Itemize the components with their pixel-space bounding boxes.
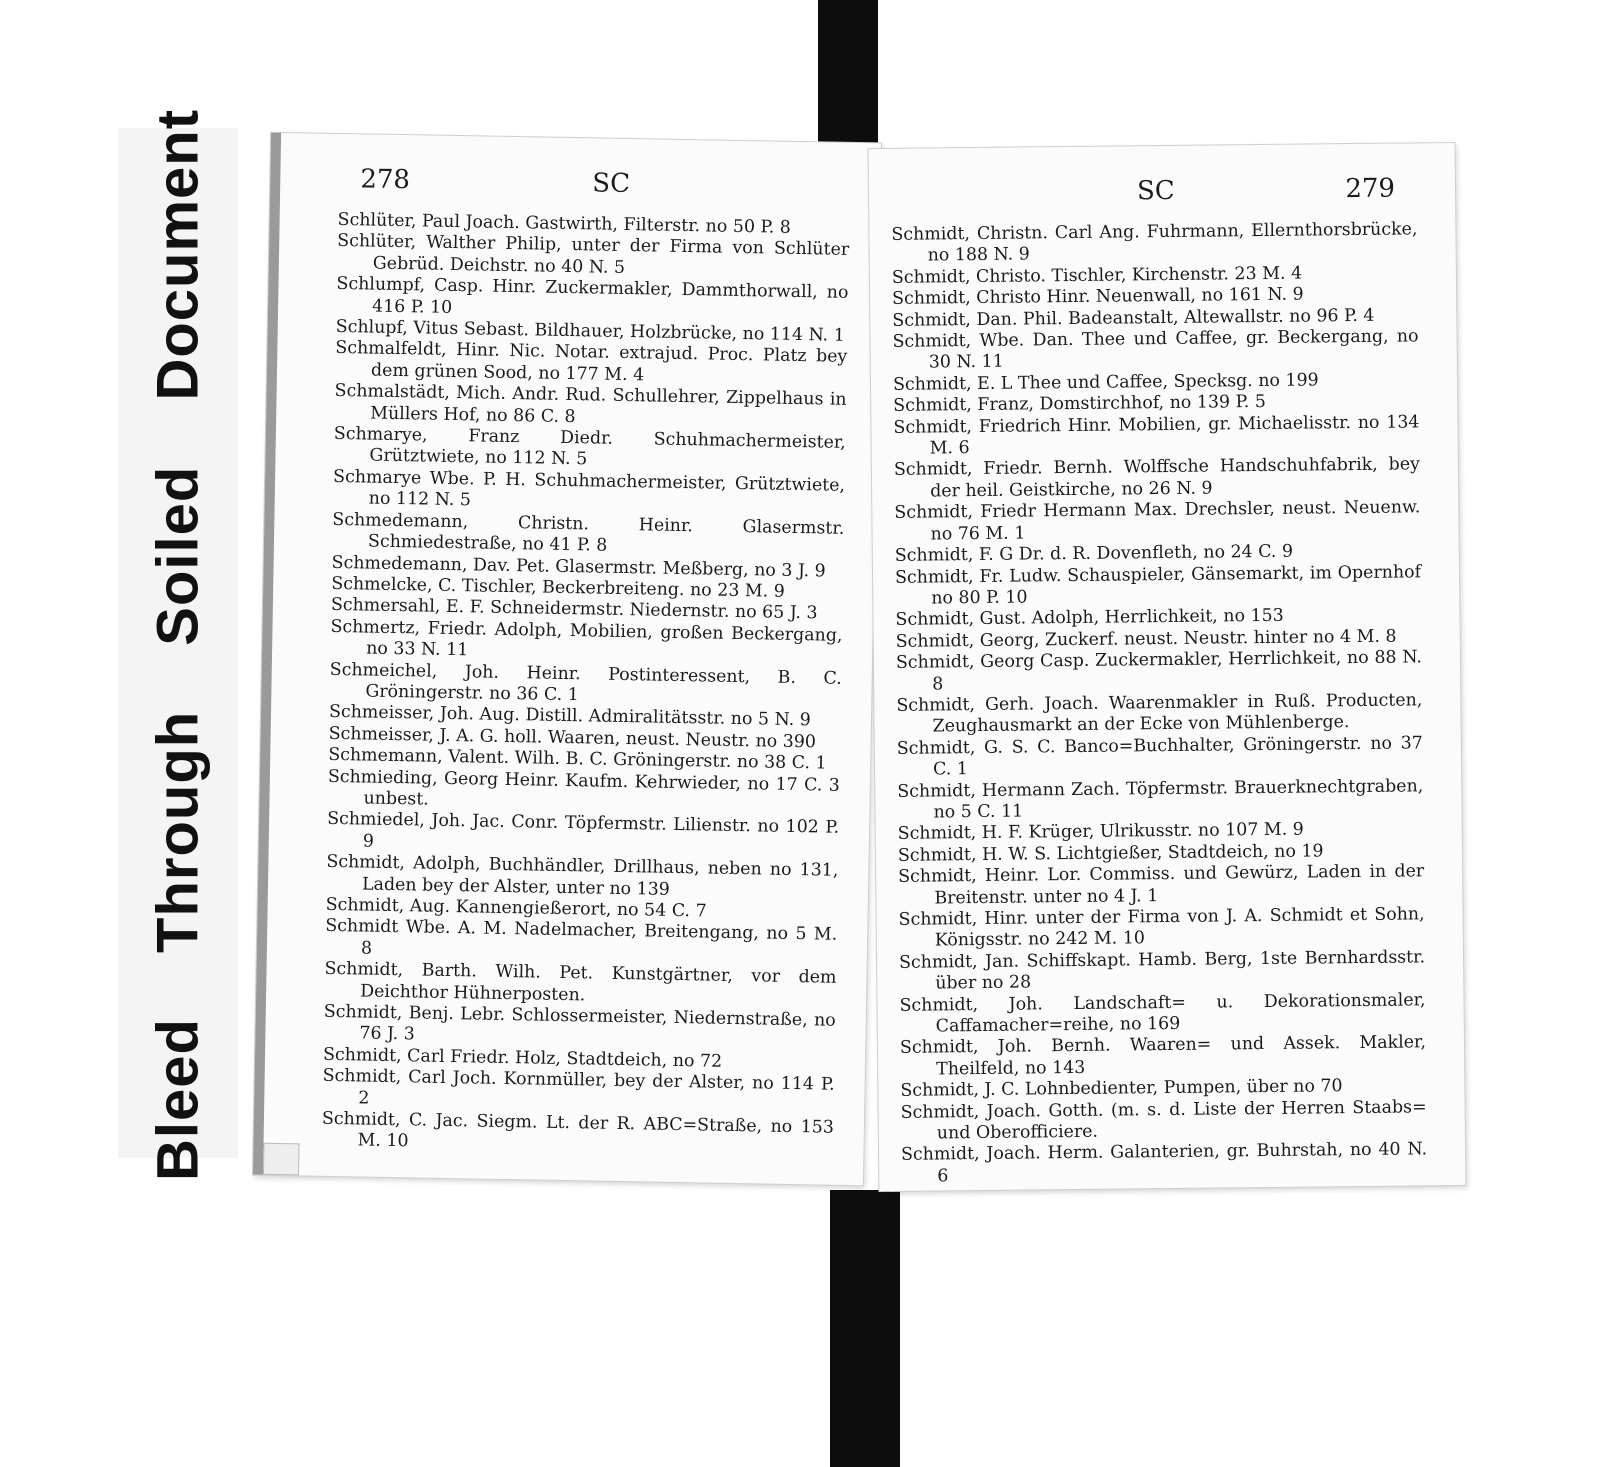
directory-entry: Schmidt, Hinr. unter der Firma von J. A. Schmidt et Sohn, Königsstr. no 242 M. 10	[898, 904, 1425, 951]
left-page-number: 278	[360, 164, 411, 196]
right-page	[869, 143, 1466, 1191]
directory-entry: Schmeichel, Joh. Heinr. Postinteressent, B. C. Gröningerstr. no 36 C. 1	[329, 659, 842, 706]
directory-entry: Schmidt, Christn. Carl Ang. Fuhrmann, Ellernthorsbrücke, no 188 N. 9	[891, 219, 1418, 266]
side-label	[145, 109, 212, 1181]
right-entry-list	[891, 219, 1427, 1188]
right-page-header	[869, 173, 1455, 215]
directory-entry: Schmidt, Hermann Zach. Töpfermstr. Brauerknechtgraben, no 5 C. 11	[897, 775, 1424, 823]
left-section-heading: SC	[592, 168, 631, 200]
directory-entry: Schmalfeldt, Hinr. Nic. Notar. extrajud. Proc. Platz bey dem grünen Sood, no 177 M. 4	[335, 338, 848, 386]
directory-entry: Schmidt, Joach. Herm. Galanterien, gr. Buhrstah, no 40 N. 6	[900, 1139, 1428, 1187]
right-section-heading: SC	[1136, 175, 1175, 207]
directory-entry: Schmidt, Jan. Schiffskapt. Hamb. Berg, 1ste Bernhardsstr. über no 28	[898, 947, 1426, 994]
directory-entry: Schmidt, H. W. S. Lichtgießer, Stadtdeich, no 19	[897, 841, 1324, 866]
directory-entry: Schmemann, Valent. Wilh. B. C. Gröningerstr. no 38 C. 1	[328, 745, 827, 774]
directory-entry: Schmidt Wbe. A. M. Nadelmacher, Breitengang, no 5 M. 8	[325, 916, 838, 959]
directory-entry: Schmidt, Carl Joch. Kornmüller, bey der Alster, no 114 P. 2	[322, 1066, 835, 1109]
directory-entry: Schmidt, C. Jac. Siegm. Lt. der R. ABC=Straße, no 153 M. 10	[321, 1108, 835, 1152]
directory-entry: Schlüter, Paul Joach. Gastwirth, Filterstr. no 50 P. 8	[337, 209, 791, 238]
directory-entry: Schmidt, Gust. Adolph, Herrlichkeit, no 153	[895, 606, 1284, 631]
right-page-number: 279	[1345, 173, 1396, 205]
directory-entry: Schmidt, Joh. Bernh. Waaren= und Assek. Makler, Theilfeld, no 143	[899, 1032, 1427, 1080]
directory-entry: Schlüter, Walther Philip, unter der Firma von Schlüter Gebrüd. Deichstr. no 40 N. 5	[337, 231, 850, 278]
directory-entry: Schmiedel, Joh. Jac. Conr. Töpfermstr. Lilienstr. no 102 P. 9	[326, 809, 840, 852]
directory-entry: Schmeisser, Joh. Aug. Distill. Admiralitätsstr. no 5 N. 9	[328, 702, 811, 731]
directory-entry: Schmidt, Friedr. Bernh. Wolffsche Handschuhfabrik, bey der heil. Geistkirche, no 26 N. 9	[893, 454, 1421, 502]
directory-entry: Schmidt, Heinr. Lor. Commiss. und Gewürz, Laden in der Breitenstr. unter no 4 J. 1	[898, 861, 1425, 909]
directory-entry: Schmersahl, E. F. Schneidermstr. Niedernstr. no 65 J. 3	[330, 595, 818, 624]
banner-line2: Soiled Document	[145, 108, 211, 646]
page-corner-mark	[263, 1143, 300, 1176]
directory-entry: Schmieding, Georg Heinr. Kaufm. Kehrwieder, no 17 C. 3 unbest.	[327, 766, 841, 810]
directory-entry: Schmarye Wbe. P. H. Schuhmachermeister, Grütztwiete, no 112 N. 5	[332, 466, 846, 511]
directory-entry: Schmidt, Gerh. Joach. Waarenmakler in Ruß. Producten, Zeughausmarkt an der Ecke von Mühlenberge.	[896, 690, 1423, 737]
directory-entry: Schmertz, Friedr. Adolph, Mobilien, großen Beckergang, no 33 N. 11	[330, 616, 843, 661]
directory-entry: Schmidt, Carl Friedr. Holz, Stadtdeich, no 72	[322, 1044, 723, 1072]
directory-entry: Schlumpf, Casp. Hinr. Zuckermakler, Dammthorwall, no 416 P. 10	[336, 274, 849, 318]
directory-entry: Schmidt, Franz, Domstirchhof, no 139 P. 5	[893, 392, 1266, 417]
directory-entry: Schmalstädt, Mich. Andr. Rud. Schullehrer, Zippelhaus in Müllers Hof, no 86 C. 8	[334, 381, 847, 427]
directory-entry: Schmidt, Adolph, Buchhändler, Drillhaus, neben no 131, Laden bey der Alster, unter no 139	[326, 852, 839, 900]
banner-line1: Bleed Through	[145, 710, 211, 1182]
left-page-header	[280, 163, 881, 209]
directory-entry: Schmidt, Wbe. Dan. Thee und Caffee, gr. Beckergang, no 30 N. 11	[892, 326, 1419, 373]
directory-entry: Schlupf, Vitus Sebast. Bildhauer, Holzbrücke, no 114 N. 1	[335, 316, 845, 346]
directory-entry: Schmidt, H. F. Krüger, Ulrikusstr. no 107 M. 9	[897, 819, 1304, 845]
directory-entry: Schmidt, Friedrich Hinr. Mobilien, gr. Michaelisstr. no 134 M. 6	[893, 411, 1420, 459]
directory-entry: Schmidt, Joach. Gotth. (m. s. d. Liste der Herren Staabs= und Oberofficiere.	[900, 1096, 1427, 1144]
directory-entry: Schmidt, G. S. C. Banco=Buchhalter, Gröningerstr. no 37 C. 1	[896, 733, 1423, 780]
directory-entry: Schmidt, F. G Dr. d. R. Dovenfleth, no 24 C. 9	[894, 541, 1294, 566]
directory-entry: Schmedemann, Dav. Pet. Glasermstr. Meßberg, no 3 J. 9	[331, 552, 826, 582]
left-entry-list	[321, 210, 849, 1161]
directory-entry: Schmarye, Franz Diedr. Schuhmachermeister, Grütztwiete, no 112 N. 5	[333, 423, 846, 470]
directory-entry: Schmeisser, J. A. G. holl. Waaren, neust. Neustr. no 390	[328, 723, 817, 753]
directory-entry: Schmidt, Barth. Wilh. Pet. Kunstgärtner, vor dem Deichthor Hühnerposten.	[324, 959, 837, 1005]
directory-entry: Schmidt, E. L Thee und Caffee, Specksg. no 199	[892, 370, 1319, 395]
binding-strip-bottom	[830, 1190, 900, 1467]
directory-entry: Schmidt, Georg Casp. Zuckermakler, Herrlichkeit, no 88 N. 8	[895, 647, 1423, 694]
directory-entry: Schmidt, Dan. Phil. Badeanstalt, Altewallstr. no 96 P. 4	[892, 305, 1375, 331]
directory-entry: Schmidt, J. C. Lohnbedienter, Pumpen, über no 70	[900, 1076, 1343, 1102]
directory-entry: Schmidt, Joh. Landschaft= u. Dekorationsmaler, Caffamacher=reihe, no 169	[899, 989, 1426, 1037]
directory-entry: Schmelcke, C. Tischler, Beckerbreiteng. no 23 M. 9	[331, 573, 785, 602]
binding-strip-top	[818, 0, 878, 165]
directory-entry: Schmidt, Georg, Zuckerf. neust. Neustr. hinter no 4 M. 8	[895, 626, 1397, 652]
directory-entry: Schmidt, Christo. Tischler, Kirchenstr. 23 M. 4	[891, 263, 1303, 288]
directory-entry: Schmidt, Fr. Ludw. Schauspieler, Gänsemarkt, im Opernhof no 80 P. 10	[894, 561, 1422, 609]
directory-entry: Schmidt, Benj. Lebr. Schlossermeister, Niedernstraße, no 76 J. 3	[323, 1001, 836, 1045]
directory-entry: Schmedemann, Christn. Heinr. Glasermstr. Schmiedestraße, no 41 P. 8	[332, 509, 845, 556]
directory-entry: Schmidt, Friedr Hermann Max. Drechsler, neust. Neuenw. no 76 M. 1	[894, 497, 1421, 545]
directory-entry: Schmidt, Christo Hinr. Neuenwall, no 161 N. 9	[892, 284, 1304, 310]
directory-entry: Schmidt, Aug. Kannengießerort, no 54 C. 7	[325, 894, 707, 922]
left-page	[253, 133, 881, 1185]
